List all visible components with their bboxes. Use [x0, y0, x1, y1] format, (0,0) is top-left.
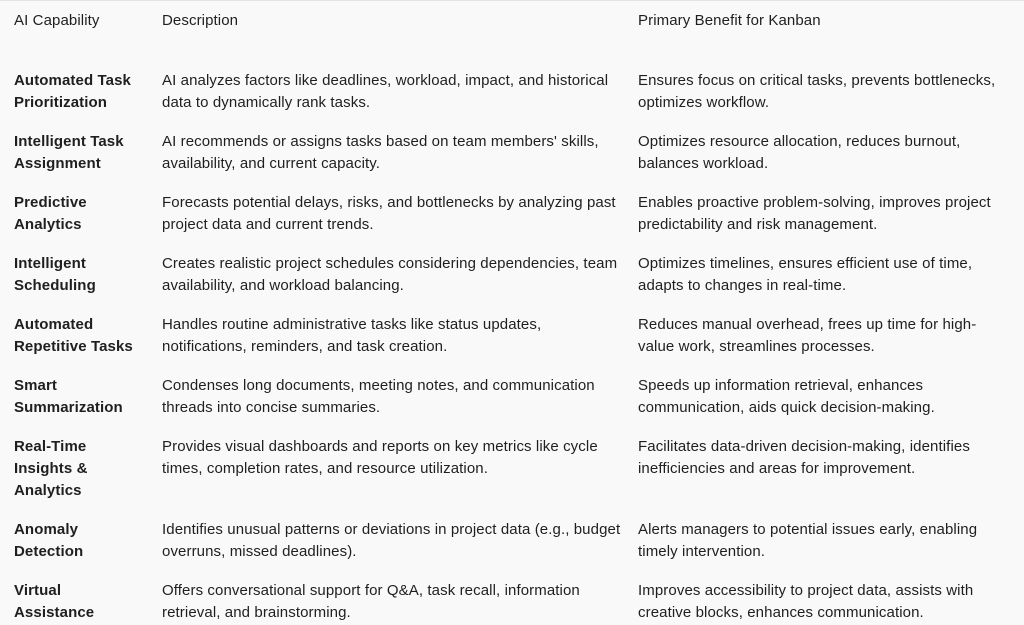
- benefit-cell: Improves accessibility to project data, assists with creative blocks, enhances communication.: [638, 582, 974, 621]
- description-cell: AI analyzes factors like deadlines, workload, impact, and historical data to dynamically rank tasks.: [162, 72, 609, 111]
- table-row: [14, 253, 1024, 297]
- benefit-cell: Optimizes timelines, ensures efficient use of time, adapts to changes in real-time.: [638, 255, 973, 294]
- table-row: [14, 131, 1024, 175]
- table-row: [14, 436, 1024, 502]
- capability-cell: Intelligent Scheduling: [14, 255, 96, 294]
- benefit-cell: Reduces manual overhead, frees up time for high-value work, streamlines processes.: [638, 316, 977, 355]
- table-row: [14, 375, 1024, 419]
- description-cell: Offers conversational support for Q&A, task recall, information retrieval, and brainstorming.: [162, 582, 580, 621]
- column-header-capability: AI Capability: [14, 12, 100, 29]
- table-row: [14, 70, 1024, 114]
- table-row: [14, 192, 1024, 236]
- capability-cell: Automated Task Prioritization: [14, 72, 131, 111]
- description-cell: Identifies unusual patterns or deviations in project data (e.g., budget overruns, missed deadlines).: [162, 521, 621, 560]
- capability-cell: Anomaly Detection: [14, 521, 84, 560]
- table-row: [14, 580, 1024, 624]
- description-cell: Provides visual dashboards and reports on key metrics like cycle times, completion rates, and resource utilization.: [162, 438, 598, 477]
- benefit-cell: Speeds up information retrieval, enhances communication, aids quick decision-making.: [638, 377, 935, 416]
- benefit-cell: Optimizes resource allocation, reduces burnout, balances workload.: [638, 133, 961, 172]
- column-header-description: Description: [162, 12, 239, 29]
- benefit-cell: Alerts managers to potential issues early, enabling timely intervention.: [638, 521, 978, 560]
- capability-cell: Smart Summarization: [14, 377, 123, 416]
- description-cell: Forecasts potential delays, risks, and bottlenecks by analyzing past project data and current trends.: [162, 194, 616, 233]
- capability-cell: Virtual Assistance: [14, 582, 95, 621]
- description-cell: Handles routine administrative tasks like status updates, notifications, reminders, and task creation.: [162, 316, 542, 355]
- capability-cell: Automated Repetitive Tasks: [14, 316, 133, 355]
- benefit-cell: Enables proactive problem-solving, improves project predictability and risk management.: [638, 194, 991, 233]
- capability-cell: Intelligent Task Assignment: [14, 133, 124, 172]
- description-cell: AI recommends or assigns tasks based on team members' skills, availability, and current capacity.: [162, 133, 599, 172]
- table-row: [14, 519, 1024, 563]
- capability-cell: Real-Time Insights & Analytics: [14, 438, 88, 499]
- description-cell: Condenses long documents, meeting notes, and communication threads into concise summaries.: [162, 377, 595, 416]
- table-header-row: [14, 10, 1024, 32]
- column-header-benefit: Primary Benefit for Kanban: [638, 12, 821, 29]
- description-cell: Creates realistic project schedules considering dependencies, team availability, and workload balancing.: [162, 255, 618, 294]
- table-row: [14, 314, 1024, 358]
- benefit-cell: Ensures focus on critical tasks, prevents bottlenecks, optimizes workflow.: [638, 72, 996, 111]
- benefit-cell: Facilitates data-driven decision-making, identifies inefficiencies and areas for improvement.: [638, 438, 970, 477]
- capability-cell: Predictive Analytics: [14, 194, 87, 233]
